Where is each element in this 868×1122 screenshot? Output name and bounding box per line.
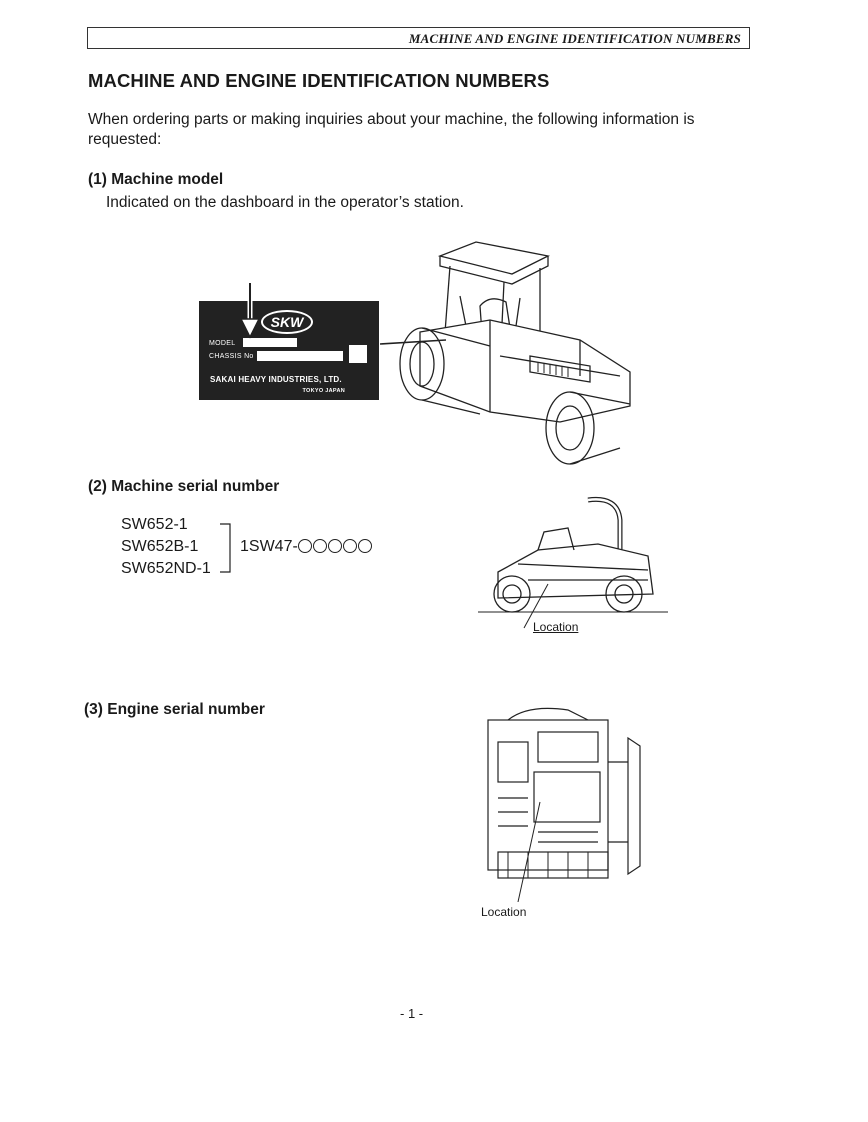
chassis-label: CHASSIS No xyxy=(209,353,254,360)
logo-text: SKW xyxy=(270,314,304,330)
bracket-icon xyxy=(218,522,234,574)
model-label: MODEL xyxy=(209,340,236,347)
running-header xyxy=(87,27,750,49)
intro-paragraph: When ordering parts or making inquiries about your machine, the following information is requested: xyxy=(88,111,695,148)
location-label-engine: Location xyxy=(481,905,527,919)
section-1-heading: (1) Machine model xyxy=(88,171,224,188)
location-label-serial: Location xyxy=(533,620,579,634)
stamp-field xyxy=(349,345,367,363)
page-number: - 1 - xyxy=(400,1006,424,1021)
engine-illustration xyxy=(478,702,658,902)
section-1-text: Indicated on the dashboard in the operator’s station. xyxy=(106,194,464,211)
placeholder-circle-icon xyxy=(343,539,357,553)
serial-prefix: 1SW47- xyxy=(240,538,298,555)
serial-model-1: SW652-1 xyxy=(121,516,188,533)
placeholder-circle-icon xyxy=(328,539,342,553)
serial-format xyxy=(240,538,373,556)
serial-model-2: SW652B-1 xyxy=(121,538,199,555)
maker-location: TOKYO JAPAN xyxy=(302,388,345,394)
placeholder-circle-icon xyxy=(298,539,312,553)
page-title: MACHINE AND ENGINE IDENTIFICATION NUMBERS xyxy=(88,70,550,91)
roller-side-illustration xyxy=(478,494,678,634)
logo-mark xyxy=(261,310,313,334)
section-2-heading: (2) Machine serial number xyxy=(88,478,280,495)
arrow-down-icon xyxy=(238,283,262,343)
serial-model-3: SW652ND-1 xyxy=(121,560,211,577)
name-plate xyxy=(199,301,379,400)
serial-digit-placeholders xyxy=(298,538,373,555)
maker-name: SAKAI HEAVY INDUSTRIES, LTD. xyxy=(210,375,342,384)
roller-illustration xyxy=(380,236,660,468)
section-3-heading: (3) Engine serial number xyxy=(84,701,265,718)
chassis-field xyxy=(257,351,343,361)
running-header-text: MACHINE AND ENGINE IDENTIFICATION NUMBERS xyxy=(408,31,741,46)
placeholder-circle-icon xyxy=(313,539,327,553)
placeholder-circle-icon xyxy=(358,539,372,553)
